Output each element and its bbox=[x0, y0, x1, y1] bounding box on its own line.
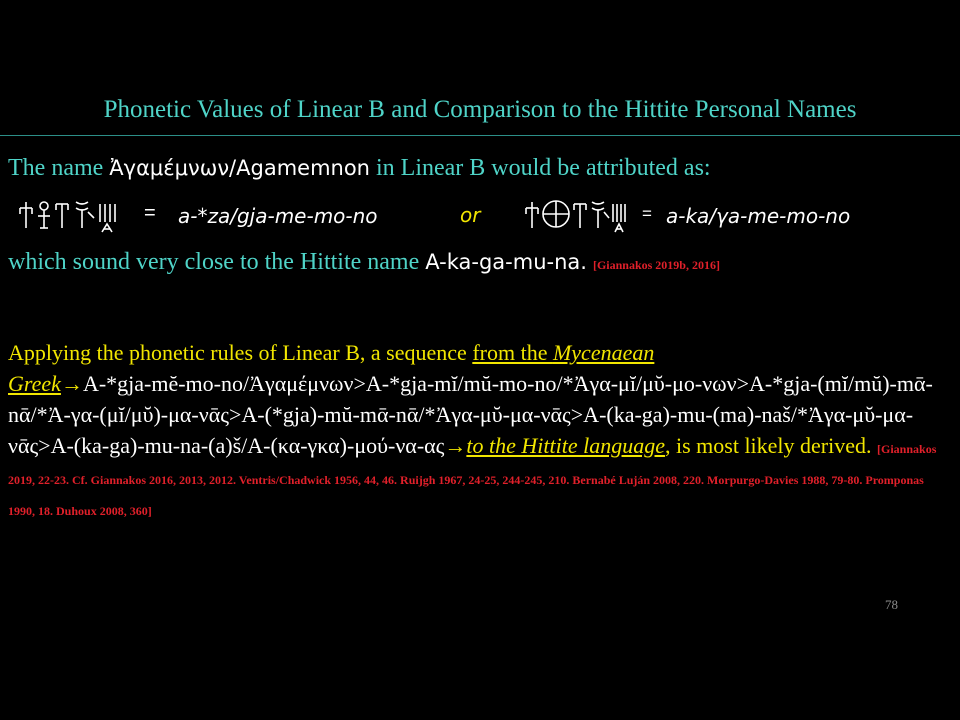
linear-b-sign-me-icon bbox=[56, 204, 68, 228]
linear-b-sign-za-icon bbox=[38, 202, 50, 228]
mycenaean-link-text-a: from the bbox=[472, 340, 553, 365]
linear-b-sign-mo-icon bbox=[592, 202, 609, 228]
linear-b-sign-no-icon bbox=[100, 204, 115, 232]
hittite-language-link[interactable]: to the Hittite language bbox=[466, 433, 665, 458]
hittite-name-period: . bbox=[580, 250, 587, 274]
arrow-1: → bbox=[60, 371, 83, 396]
transliteration-2: a-ka/γa-me-mo-no bbox=[666, 204, 851, 228]
transliteration-1: a-*za/gja-me-mo-no bbox=[178, 204, 378, 228]
derivation-outro: , is most likely derived. bbox=[664, 433, 872, 458]
linear-b-sign-no-icon bbox=[613, 204, 625, 232]
arrow-2: → bbox=[444, 433, 467, 458]
linear-b-row bbox=[14, 196, 944, 240]
linear-b-sign-a-icon bbox=[20, 202, 32, 228]
derivation-intro: Applying the phonetic rules of Linear B, a sequence bbox=[8, 340, 473, 365]
intro-line bbox=[8, 155, 711, 182]
comparison-text: which sound very close to the Hittite name bbox=[8, 249, 426, 275]
linear-b-sign-mo-icon bbox=[76, 202, 94, 228]
linear-b-sign-ka-icon bbox=[543, 201, 569, 227]
mycenaean-link-text-b: Mycenaean bbox=[552, 340, 655, 365]
mycenaean-link[interactable] bbox=[472, 340, 654, 365]
hittite-comparison-line bbox=[8, 249, 720, 276]
derivation-paragraph bbox=[8, 337, 944, 523]
linear-b-sign-me-icon bbox=[574, 204, 586, 228]
hittite-name: A-ka-ga-mu-na bbox=[425, 250, 581, 274]
derivation-sequence: A-*gja-mĕ-mo-no/Ἀγαμέμνων>A-*gja-mĭ/mŭ-mo-no/*Ἀγα-μĭ/μῠ-μο-νων>A-*gja-(mĭ/mŭ)-mᾱ-nᾱ/*Ἀ-γα-(μĭ/μῠ)-μα-νᾱς>A-(*gja)-mŭ-mᾱ-nᾱ/*Ἀγα-μῠ-μα-νᾱς>A-(ka-ga)-mu-(ma)-naš/*Ἀγα-μῠ-μα-νᾱς>A-(ka-ga)-mu-na-(a)š/A-(κα-γκα)-μού-να-ας bbox=[8, 371, 933, 458]
or-label: or bbox=[460, 203, 481, 227]
slide-title: Phonetic Values of Linear B and Comparison to the Hittite Personal Names bbox=[103, 96, 857, 123]
equals-sign-2: = bbox=[642, 204, 652, 223]
title-divider bbox=[0, 135, 960, 136]
linear-b-sequence-2-icon bbox=[524, 198, 632, 234]
intro-prefix: The name bbox=[8, 155, 110, 181]
citation-2: [Giannakos 2019, 22-23. Cf. Giannakos 2016, 2013, 2012. Ventris/Chadwick 1956, 44, 46. Ruijgh 1967, 24-25, 244-245, 210. Bernabé Luján 2008, 220. Morpurgo-Davies 1988, 79-80. Promponas 1990, 18. Duhoux 2008, 360] bbox=[8, 442, 937, 518]
equals-sign-1: = bbox=[144, 202, 156, 224]
linear-b-sequence-1-icon bbox=[18, 198, 126, 234]
page-number: 78 bbox=[885, 597, 898, 612]
agamemnon-name: Ἀγαμέμνων/Agamemnon bbox=[109, 156, 370, 180]
linear-b-sign-a-icon bbox=[526, 202, 538, 228]
intro-suffix: in Linear B would be attributed as: bbox=[370, 155, 711, 181]
citation-1: [Giannakos 2019b, 2016] bbox=[592, 258, 720, 272]
greek-link[interactable]: Greek bbox=[8, 371, 61, 396]
